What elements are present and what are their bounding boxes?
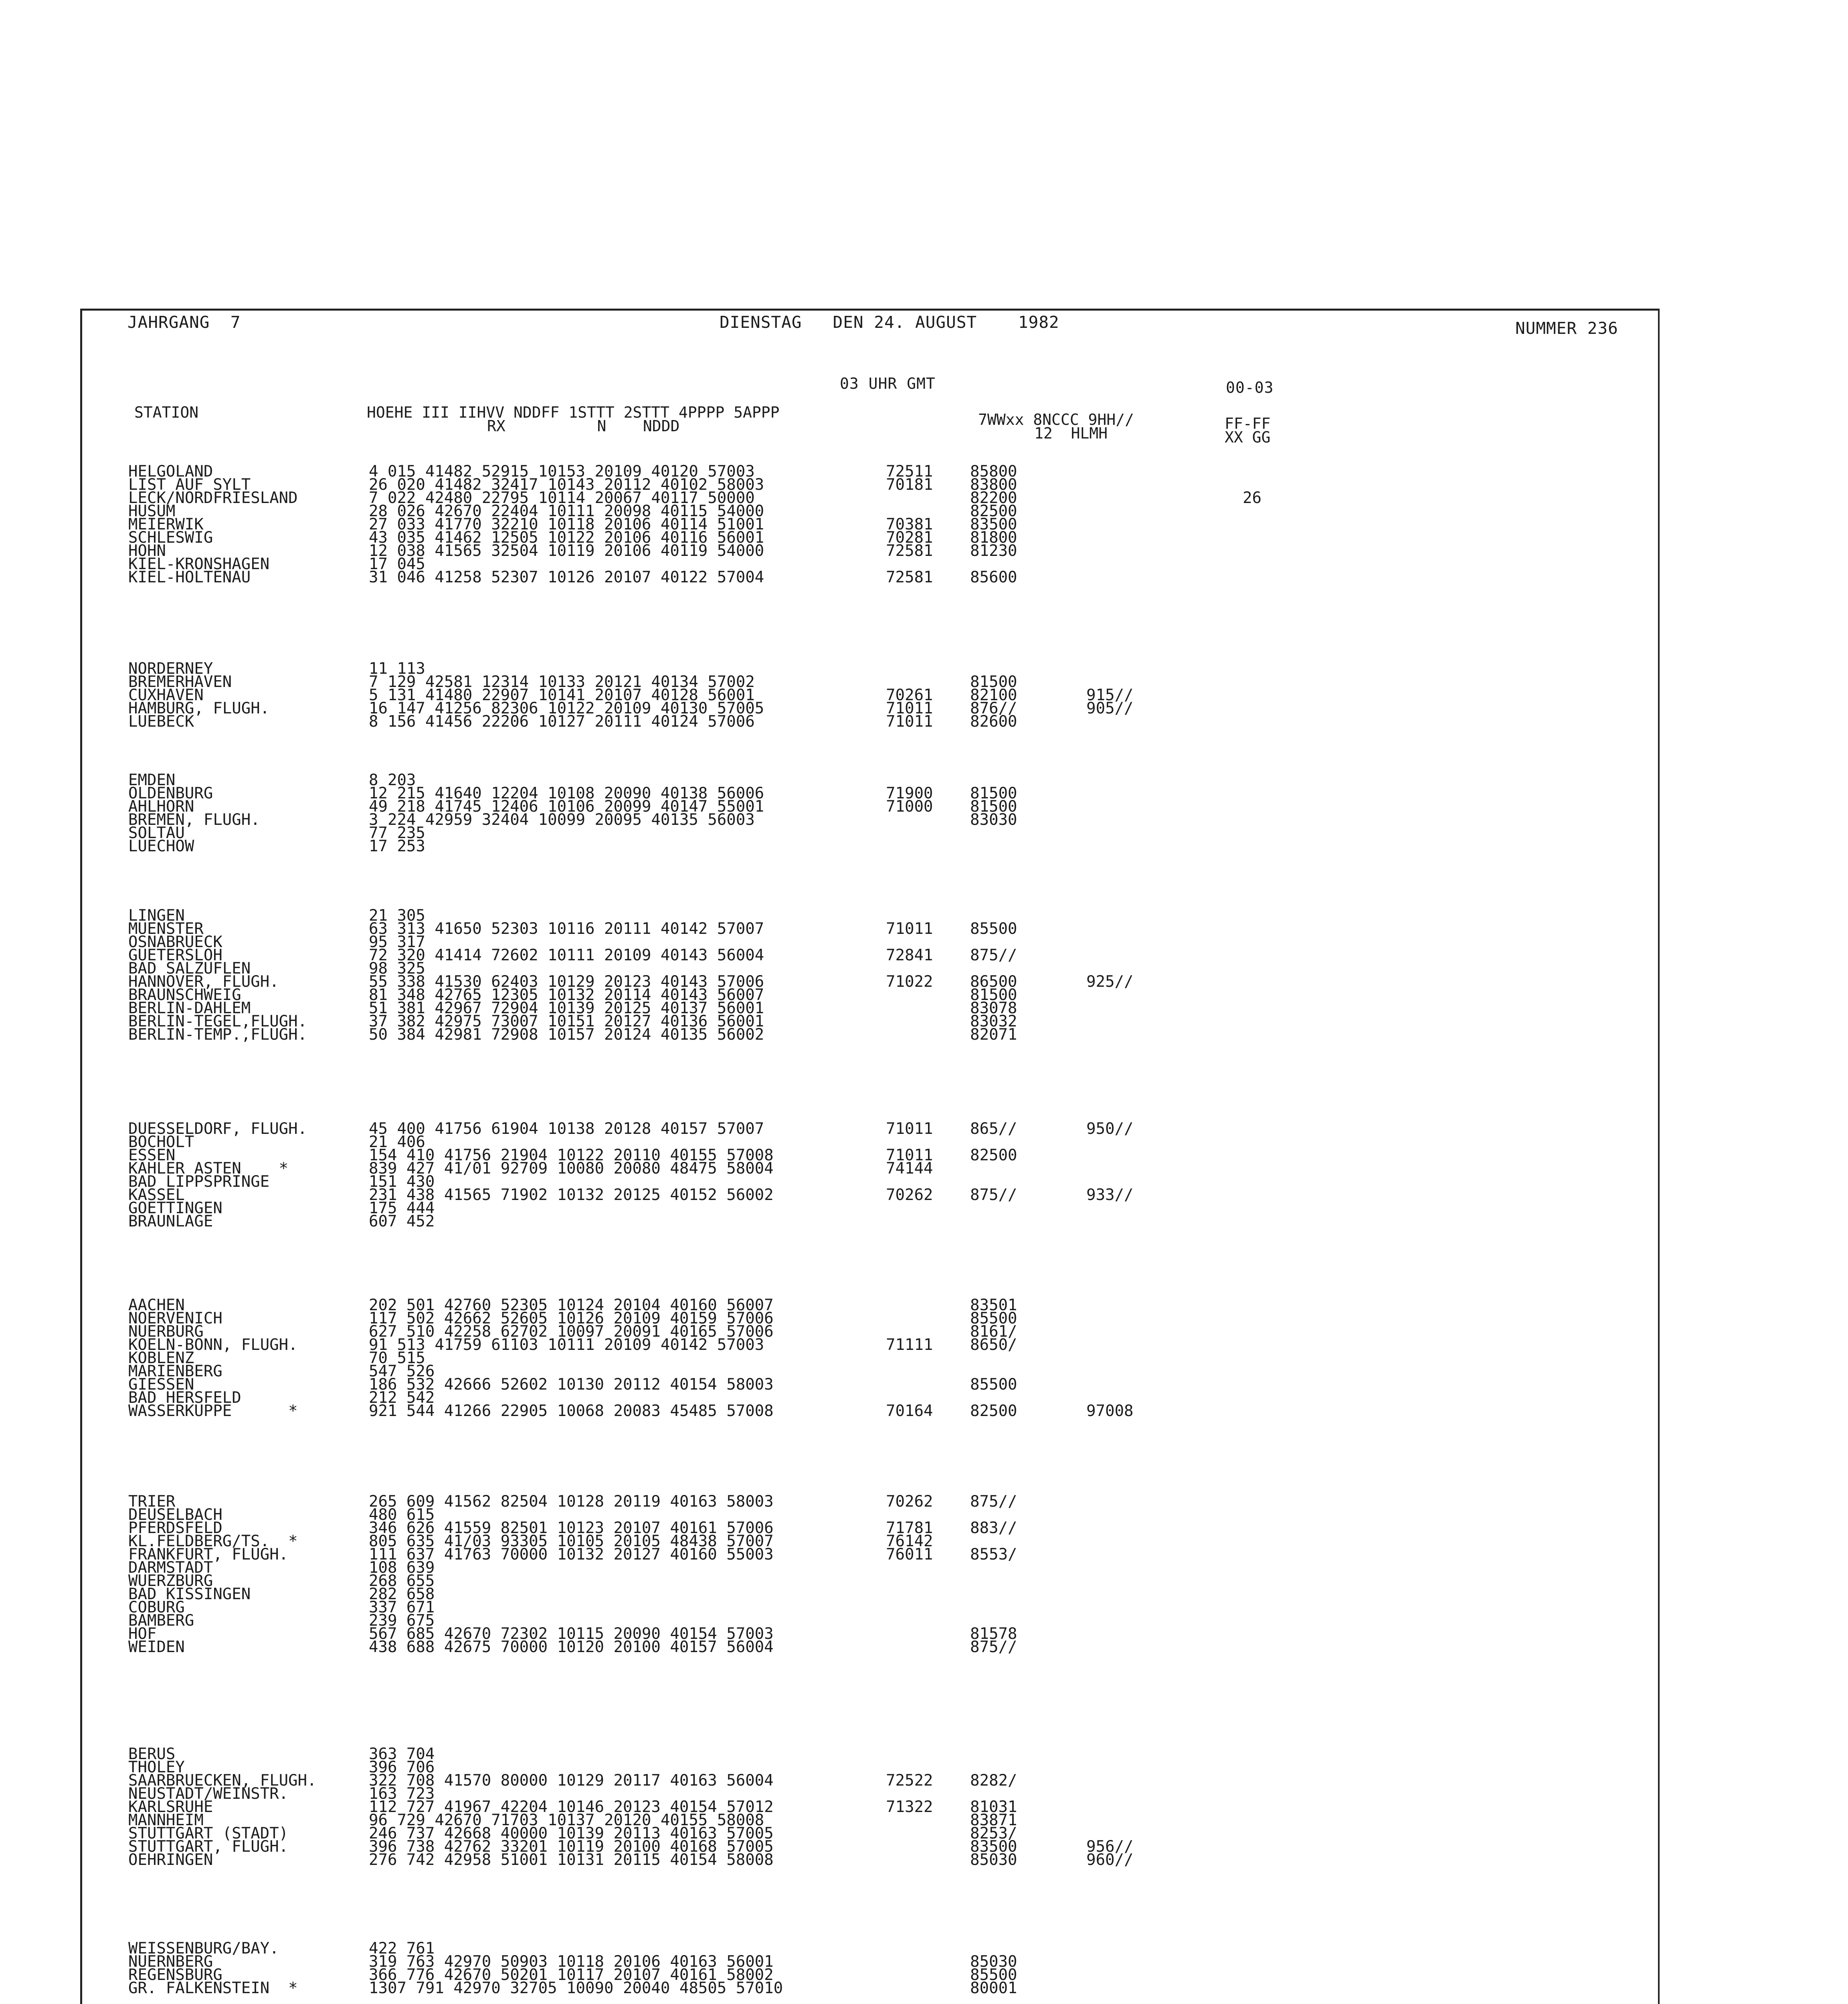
cloud-group: 82200 bbox=[970, 489, 1017, 507]
synop-codes: 231 438 41565 71902 10132 20125 40152 56002 bbox=[369, 1186, 774, 1204]
station-name: EMDEN bbox=[128, 771, 176, 789]
weather-group: 71000 bbox=[886, 798, 933, 816]
station-row bbox=[128, 568, 1848, 586]
cloud-group: 80001 bbox=[970, 1979, 1017, 1997]
cloud-group: 81578 bbox=[970, 1625, 1017, 1643]
cloud-group: 85500 bbox=[970, 1966, 1017, 1984]
cloud-group: 875// bbox=[970, 1186, 1017, 1204]
station-row bbox=[128, 1853, 1848, 1867]
station-block bbox=[128, 907, 1848, 1044]
station-name: HAMBURG, FLUGH. bbox=[128, 699, 270, 717]
station-name: BERUS bbox=[128, 1745, 176, 1763]
synop-codes: 17 045 bbox=[369, 555, 425, 573]
extra-group: 915// bbox=[1086, 686, 1134, 704]
station-row bbox=[128, 1640, 1848, 1654]
synop-codes: 55 338 41530 62403 10129 20123 40143 57006 bbox=[369, 973, 764, 991]
station-name: LUEBECK bbox=[128, 713, 194, 731]
synop-codes: 112 727 41967 42204 10146 20123 40154 57012 bbox=[369, 1798, 774, 1816]
station-name: KIEL-KRONSHAGEN bbox=[128, 555, 270, 573]
column-wind-sub: XX GG bbox=[1225, 428, 1271, 446]
station-name: BRAUNLAGE bbox=[128, 1212, 213, 1230]
cloud-group: 83501 bbox=[970, 1296, 1017, 1314]
station-row bbox=[128, 1979, 1848, 1997]
synop-codes: 12 038 41565 32504 10119 20106 40119 54000 bbox=[369, 542, 764, 560]
extra-group: 960// bbox=[1086, 1851, 1134, 1869]
synop-codes: 63 313 41650 52303 10116 20111 40142 57007 bbox=[369, 920, 764, 938]
cloud-group: 8282/ bbox=[970, 1772, 1017, 1790]
station-name: KOELN-BONN, FLUGH. bbox=[128, 1336, 298, 1354]
extra-group: 905// bbox=[1086, 699, 1134, 717]
station-name: SCHLESWIG bbox=[128, 529, 213, 547]
synop-codes: 50 384 42981 72908 10157 20124 40135 56002 bbox=[369, 1026, 764, 1044]
cloud-group: 83078 bbox=[970, 999, 1017, 1017]
synop-codes: 239 675 bbox=[369, 1612, 435, 1630]
station-name: NEUSTADT/WEINSTR. bbox=[128, 1785, 289, 1803]
weather-group: 70262 bbox=[886, 1186, 933, 1204]
station-name: BAD HERSFELD bbox=[128, 1389, 241, 1407]
synop-codes: 12 215 41640 12204 10108 20090 40138 56006 bbox=[369, 784, 764, 802]
synop-codes: 45 400 41756 61904 10138 20128 40157 57007 bbox=[369, 1120, 764, 1138]
synop-codes: 1307 791 42970 32705 10090 20040 48505 57010 bbox=[369, 1979, 783, 1997]
weather-group: 71111 bbox=[886, 1336, 933, 1354]
extra-group: 97008 bbox=[1086, 1402, 1134, 1420]
weather-group: 72511 bbox=[886, 463, 933, 481]
station-name: BOCHOLT bbox=[128, 1133, 194, 1151]
cloud-group: 81500 bbox=[970, 784, 1017, 802]
synop-codes: 265 609 41562 82504 10128 20119 40163 58003 bbox=[369, 1493, 774, 1511]
cloud-group: 883// bbox=[970, 1519, 1017, 1537]
synop-codes: 396 706 bbox=[369, 1758, 435, 1776]
station-row bbox=[128, 1026, 1848, 1044]
weather-group: 71781 bbox=[886, 1519, 933, 1537]
synop-codes: 37 382 42975 73007 10151 20127 40136 56001 bbox=[369, 1012, 764, 1030]
station-name: OLDENBURG bbox=[128, 784, 213, 802]
cloud-group: 81500 bbox=[970, 673, 1017, 691]
weather-group: 72522 bbox=[886, 1772, 933, 1790]
synop-codes: 212 542 bbox=[369, 1389, 435, 1407]
synop-codes: 547 526 bbox=[369, 1362, 435, 1380]
cloud-group: 875// bbox=[970, 1493, 1017, 1511]
synop-codes: 8 156 41456 22206 10127 20111 40124 57006 bbox=[369, 713, 755, 731]
synop-codes: 322 708 41570 80000 10129 20117 40163 56004 bbox=[369, 1772, 774, 1790]
cloud-group: 83030 bbox=[970, 811, 1017, 829]
cloud-group: 81500 bbox=[970, 986, 1017, 1004]
cloud-group: 82500 bbox=[970, 502, 1017, 520]
weather-group: 71011 bbox=[886, 713, 933, 731]
cloud-group: 8161/ bbox=[970, 1323, 1017, 1341]
wind-group: 26 bbox=[1243, 489, 1262, 507]
station-name: OSNABRUECK bbox=[128, 933, 222, 951]
station-name: CUXHAVEN bbox=[128, 686, 204, 704]
weather-group: 71011 bbox=[886, 920, 933, 938]
synop-codes: 43 035 41462 12505 10122 20106 40116 56001 bbox=[369, 529, 764, 547]
synop-codes: 346 626 41559 82501 10123 20107 40161 57006 bbox=[369, 1519, 774, 1537]
extra-group: 950// bbox=[1086, 1120, 1134, 1138]
synop-codes: 366 776 42670 50201 10117 20107 40161 58002 bbox=[369, 1966, 774, 1984]
weather-group: 70261 bbox=[886, 686, 933, 704]
station-name: SOLTAU bbox=[128, 824, 185, 842]
station-name: KIEL-HOLTENAU bbox=[128, 568, 251, 586]
extra-group: 933// bbox=[1086, 1186, 1134, 1204]
synop-codes: 98 325 bbox=[369, 960, 425, 978]
station-name: BRAUNSCHWEIG bbox=[128, 986, 241, 1004]
cloud-group: 82100 bbox=[970, 686, 1017, 704]
cloud-group: 83800 bbox=[970, 476, 1017, 494]
synop-codes: 117 502 42662 52605 10126 20109 40159 57006 bbox=[369, 1309, 774, 1327]
station-name: KAHLER ASTEN * bbox=[128, 1160, 289, 1178]
station-name: BAMBERG bbox=[128, 1612, 194, 1630]
station-block bbox=[128, 1122, 1848, 1228]
station-name: BREMEN, FLUGH. bbox=[128, 811, 260, 829]
station-name: LECK/NORDFRIESLAND bbox=[128, 489, 298, 507]
station-name: GUETERSLOH bbox=[128, 946, 222, 964]
cloud-group: 875// bbox=[970, 946, 1017, 964]
synop-codes: 95 317 bbox=[369, 933, 425, 951]
station-name: MANNHEIM bbox=[128, 1811, 204, 1829]
synop-codes: 396 738 42762 33201 10119 20100 40168 57005 bbox=[369, 1838, 774, 1856]
synop-codes: 627 510 42258 62702 10097 20091 40165 57006 bbox=[369, 1323, 774, 1341]
weather-group: 70381 bbox=[886, 515, 933, 533]
synop-codes: 839 427 41/01 92709 10080 20080 48475 58004 bbox=[369, 1160, 774, 1178]
station-name: LUECHOW bbox=[128, 837, 194, 855]
synop-codes: 5 131 41480 22907 10141 20107 40128 56001 bbox=[369, 686, 755, 704]
weather-group: 71011 bbox=[886, 1120, 933, 1138]
synop-codes: 4 015 41482 52915 10153 20109 40120 57003 bbox=[369, 463, 755, 481]
cloud-group: 8553/ bbox=[970, 1545, 1017, 1564]
station-name: LIST AUF SYLT bbox=[128, 476, 251, 494]
station-name: DUESSELDORF, FLUGH. bbox=[128, 1120, 307, 1138]
synop-codes: 607 452 bbox=[369, 1212, 435, 1230]
synop-codes: 268 655 bbox=[369, 1572, 435, 1590]
issue-number: NUMMER 236 bbox=[1515, 319, 1618, 338]
station-block bbox=[128, 1495, 1848, 1654]
synop-codes: 27 033 41770 32210 10118 20106 40114 51001 bbox=[369, 515, 764, 533]
cloud-group: 81800 bbox=[970, 529, 1017, 547]
cloud-group: 81031 bbox=[970, 1798, 1017, 1816]
synop-codes: 96 729 42670 71703 10137 20120 40155 58008 bbox=[369, 1811, 764, 1829]
station-name: THOLEY bbox=[128, 1758, 185, 1776]
station-name: BERLIN-TEGEL,FLUGH. bbox=[128, 1012, 307, 1030]
cloud-group: 85600 bbox=[970, 568, 1017, 586]
synop-codes: 422 761 bbox=[369, 1939, 435, 1958]
station-name: WUERZBURG bbox=[128, 1572, 213, 1590]
station-name: GOETTINGEN bbox=[128, 1199, 222, 1217]
synop-codes: 8 203 bbox=[369, 771, 416, 789]
synop-codes: 337 671 bbox=[369, 1598, 435, 1616]
station-name: LINGEN bbox=[128, 907, 185, 925]
column-station: STATION bbox=[134, 404, 199, 421]
synop-codes: 3 224 42959 32404 10099 20095 40135 56003 bbox=[369, 811, 755, 829]
station-name: KL.FELDBERG/TS. * bbox=[128, 1532, 298, 1550]
synop-codes: 28 026 42670 22404 10111 20098 40115 54000 bbox=[369, 502, 764, 520]
cloud-group: 83500 bbox=[970, 515, 1017, 533]
synop-codes: 51 381 42967 72904 10139 20125 40137 56001 bbox=[369, 999, 764, 1017]
station-name: GIESSEN bbox=[128, 1376, 194, 1394]
weather-group: 71011 bbox=[886, 1146, 933, 1164]
synop-codes: 480 615 bbox=[369, 1506, 435, 1524]
station-name: GR. FALKENSTEIN * bbox=[128, 1979, 298, 1997]
column-weather: 7WWxx 8NCCC 9HH// bbox=[978, 411, 1134, 428]
cloud-group: 83871 bbox=[970, 1811, 1017, 1829]
cloud-group: 85030 bbox=[970, 1953, 1017, 1971]
synop-codes: 21 305 bbox=[369, 907, 425, 925]
station-row bbox=[128, 1404, 1848, 1418]
synop-codes: 81 348 42765 12305 10132 20114 40143 56007 bbox=[369, 986, 764, 1004]
observation-time: 03 UHR GMT bbox=[840, 375, 936, 392]
extra-group: 925// bbox=[1086, 973, 1134, 991]
cloud-group: 8650/ bbox=[970, 1336, 1017, 1354]
synop-codes: 282 658 bbox=[369, 1585, 435, 1603]
synop-codes: 31 046 41258 52307 10126 20107 40122 57004 bbox=[369, 568, 764, 586]
station-name: HUSUM bbox=[128, 502, 176, 520]
weather-group: 70281 bbox=[886, 529, 933, 547]
extra-group: 956// bbox=[1086, 1838, 1134, 1856]
cloud-group: 865// bbox=[970, 1120, 1017, 1138]
station-name: KASSEL bbox=[128, 1186, 185, 1204]
station-name: SAARBRUECKEN, FLUGH. bbox=[128, 1772, 317, 1790]
cloud-group: 85030 bbox=[970, 1851, 1017, 1869]
synop-codes: 567 685 42670 72302 10115 20090 40154 57003 bbox=[369, 1625, 774, 1643]
weather-group: 70181 bbox=[886, 476, 933, 494]
station-block bbox=[128, 771, 1848, 855]
synop-codes: 17 253 bbox=[369, 837, 425, 855]
synop-codes: 70 515 bbox=[369, 1349, 425, 1367]
station-row bbox=[128, 837, 1848, 855]
station-name: AACHEN bbox=[128, 1296, 185, 1314]
weather-group: 72581 bbox=[886, 542, 933, 560]
report-date: DIENSTAG DEN 24. AUGUST 1982 bbox=[720, 313, 1059, 332]
station-row bbox=[128, 1212, 1848, 1230]
column-wind: FF-FF bbox=[1225, 415, 1271, 432]
weather-group: 76011 bbox=[886, 1545, 933, 1564]
cloud-group: 876// bbox=[970, 699, 1017, 717]
station-name: PFERDSFELD bbox=[128, 1519, 222, 1537]
station-name: BERLIN-DAHLEM bbox=[128, 999, 251, 1017]
synop-codes: 21 406 bbox=[369, 1133, 425, 1151]
column-codes: HOEHE III IIHVV NDDFF 1STTT 2STTT 4PPPP 5APPP bbox=[367, 404, 780, 421]
synop-codes: 246 737 42668 40000 10139 20113 40163 57005 bbox=[369, 1824, 774, 1842]
time-range: 00-03 bbox=[1226, 379, 1274, 396]
cloud-group: 85500 bbox=[970, 920, 1017, 938]
synop-codes: 7 022 42480 22795 10114 20067 40117 50000 bbox=[369, 489, 755, 507]
station-name: HELGOLAND bbox=[128, 463, 213, 481]
station-name: BAD KISSINGEN bbox=[128, 1585, 251, 1603]
station-name: NUERBURG bbox=[128, 1323, 204, 1341]
weather-group: 72841 bbox=[886, 946, 933, 964]
synop-codes: 7 129 42581 12314 10133 20121 40134 57002 bbox=[369, 673, 755, 691]
jahrgang-label: JAHRGANG 7 bbox=[127, 313, 241, 332]
weather-group: 70262 bbox=[886, 1493, 933, 1511]
cloud-group: 86500 bbox=[970, 973, 1017, 991]
station-name: OEHRINGEN bbox=[128, 1851, 213, 1869]
station-name: TRIER bbox=[128, 1493, 176, 1511]
station-row bbox=[128, 713, 1848, 731]
station-name: AHLHORN bbox=[128, 798, 194, 816]
station-name: MARIENBERG bbox=[128, 1362, 222, 1380]
station-name: NOERVENICH bbox=[128, 1309, 222, 1327]
synop-codes: 805 635 41/03 93305 10105 20105 48438 57007 bbox=[369, 1532, 774, 1550]
station-name: BAD SALZUFLEN bbox=[128, 960, 251, 978]
station-name: BERLIN-TEMP.,FLUGH. bbox=[128, 1026, 307, 1044]
weather-group: 71022 bbox=[886, 973, 933, 991]
station-name: HANNOVER, FLUGH. bbox=[128, 973, 279, 991]
station-name: HOHN bbox=[128, 542, 166, 560]
cloud-group: 82600 bbox=[970, 713, 1017, 731]
station-block bbox=[128, 1296, 1848, 1420]
cloud-group: 8253/ bbox=[970, 1824, 1017, 1842]
synop-codes: 49 218 41745 12406 10106 20099 40147 55001 bbox=[369, 798, 764, 816]
weather-group: 71322 bbox=[886, 1798, 933, 1816]
station-name: STUTTGART (STADT) bbox=[128, 1824, 289, 1842]
synop-codes: 186 532 42666 52602 10130 20112 40154 58003 bbox=[369, 1376, 774, 1394]
station-block bbox=[128, 465, 1848, 584]
synop-codes: 151 430 bbox=[369, 1173, 435, 1191]
cloud-group: 85500 bbox=[970, 1376, 1017, 1394]
cloud-group: 82071 bbox=[970, 1026, 1017, 1044]
synop-codes: 202 501 42760 52305 10124 20104 40160 56007 bbox=[369, 1296, 774, 1314]
cloud-group: 85800 bbox=[970, 463, 1017, 481]
column-codes-sub: RX N NDDD bbox=[487, 417, 680, 435]
synop-codes: 111 637 41763 70000 10132 20127 40160 55003 bbox=[369, 1545, 774, 1564]
synop-codes: 438 688 42675 70000 10120 20100 40157 56004 bbox=[369, 1638, 774, 1656]
cloud-group: 83500 bbox=[970, 1838, 1017, 1856]
synop-codes: 363 704 bbox=[369, 1745, 435, 1763]
synop-codes: 276 742 42958 51001 10131 20115 40154 58008 bbox=[369, 1851, 774, 1869]
cloud-group: 875// bbox=[970, 1638, 1017, 1656]
cloud-group: 82500 bbox=[970, 1402, 1017, 1420]
station-name: MEIERWIK bbox=[128, 515, 204, 533]
station-name: BAD LIPPSPRINGE bbox=[128, 1173, 270, 1191]
synop-codes: 108 639 bbox=[369, 1559, 435, 1577]
station-name: KARLSRUHE bbox=[128, 1798, 213, 1816]
synop-codes: 163 723 bbox=[369, 1785, 435, 1803]
station-name: WEIDEN bbox=[128, 1638, 185, 1656]
synop-codes: 91 513 41759 61103 10111 20109 40142 57003 bbox=[369, 1336, 764, 1354]
station-name: KOBLENZ bbox=[128, 1349, 194, 1367]
weather-group: 71011 bbox=[886, 699, 933, 717]
synop-codes: 16 147 41256 82306 10122 20109 40130 57005 bbox=[369, 699, 764, 717]
synop-codes: 11 113 bbox=[369, 660, 425, 678]
cloud-group: 82500 bbox=[970, 1146, 1017, 1164]
cloud-group: 83032 bbox=[970, 1012, 1017, 1030]
station-block bbox=[128, 1747, 1848, 1867]
weather-group: 71900 bbox=[886, 784, 933, 802]
station-name: ESSEN bbox=[128, 1146, 176, 1164]
synop-codes: 154 410 41756 21904 10122 20110 40155 57008 bbox=[369, 1146, 774, 1164]
station-name: MUENSTER bbox=[128, 920, 204, 938]
synop-codes: 26 020 41482 32417 10143 20112 40102 58003 bbox=[369, 476, 764, 494]
station-name: FRANKFURT, FLUGH. bbox=[128, 1545, 289, 1564]
synop-codes: 319 763 42970 50903 10118 20106 40163 56001 bbox=[369, 1953, 774, 1971]
station-name: DEUSELBACH bbox=[128, 1506, 222, 1524]
station-name: COBURG bbox=[128, 1598, 185, 1616]
station-name: WEISSENBURG/BAY. bbox=[128, 1939, 279, 1958]
weather-group: 74144 bbox=[886, 1160, 933, 1178]
cloud-group: 81230 bbox=[970, 542, 1017, 560]
synop-codes: 175 444 bbox=[369, 1199, 435, 1217]
synop-codes: 72 320 41414 72602 10111 20109 40143 56004 bbox=[369, 946, 764, 964]
cloud-group: 85500 bbox=[970, 1309, 1017, 1327]
synop-codes: 921 544 41266 22905 10068 20083 45485 57008 bbox=[369, 1402, 774, 1420]
weather-group: 72581 bbox=[886, 568, 933, 586]
weather-group: 70164 bbox=[886, 1402, 933, 1420]
column-weather-sub: 12 HLMH bbox=[1034, 424, 1108, 442]
station-name: NORDERNEY bbox=[128, 660, 213, 678]
station-name: WASSERKUPPE * bbox=[128, 1402, 298, 1420]
station-name: HOF bbox=[128, 1625, 157, 1643]
station-name: REGENSBURG bbox=[128, 1966, 222, 1984]
station-name: DARMSTADT bbox=[128, 1559, 213, 1577]
cloud-group: 81500 bbox=[970, 798, 1017, 816]
station-block bbox=[128, 1939, 1848, 1997]
station-name: NUERNBERG bbox=[128, 1953, 213, 1971]
weather-group: 76142 bbox=[886, 1532, 933, 1550]
station-name: BREMERHAVEN bbox=[128, 673, 232, 691]
synop-codes: 77 235 bbox=[369, 824, 425, 842]
station-block bbox=[128, 660, 1848, 731]
station-name: STUTTGART, FLUGH. bbox=[128, 1838, 289, 1856]
